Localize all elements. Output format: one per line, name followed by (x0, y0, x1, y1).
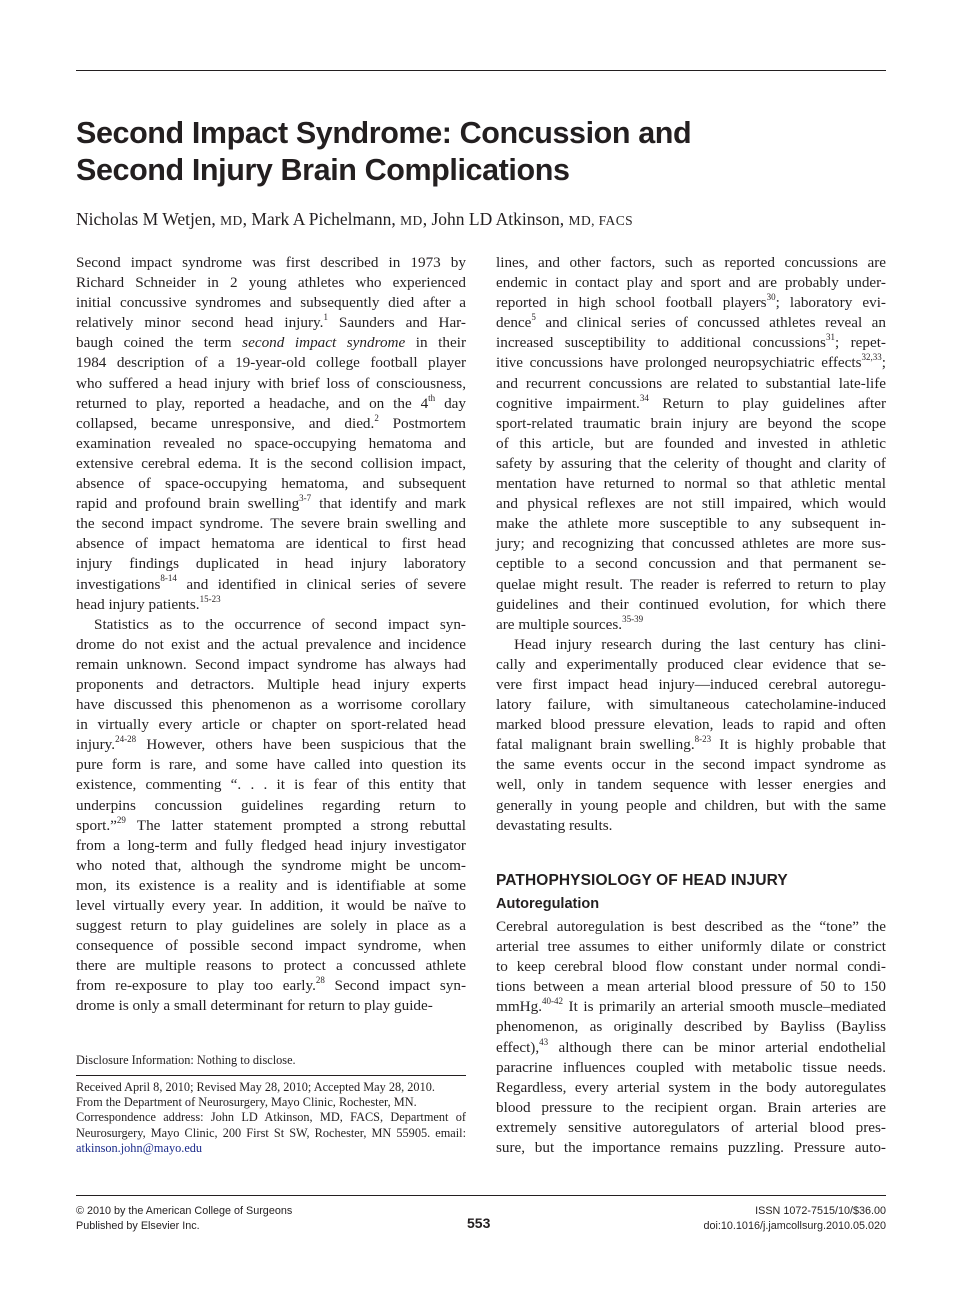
copyright-text: © 2010 by the American College of Surgeons (76, 1205, 293, 1217)
text-run: mmHg. (496, 998, 542, 1016)
text-line (76, 675, 466, 695)
text-run: Statistics as to the occurrence of second impact syn- (94, 615, 466, 633)
text-run: suggest return to play guidelines are solely in place as a (76, 917, 466, 935)
autoregulation-text (496, 917, 886, 1158)
text-run: sure, but the importance remains puzzling. Pressure auto- (496, 1139, 886, 1157)
text-line (496, 816, 886, 836)
text-run: extensive cerebral edema. It is the second collision impact, (76, 454, 466, 472)
subsection-heading: Autoregulation (496, 896, 600, 912)
text-run: Postmortem (378, 414, 466, 432)
text-run: generally in young people and children, but with the same (496, 796, 886, 814)
text-run: who suffered a head injury with brief loss of consciousness, (76, 374, 466, 392)
right-column-text (496, 253, 886, 836)
citation-superscript: 15-23 (199, 593, 221, 604)
text-run: sport.” (76, 816, 117, 834)
text-run: safety by assuring that the celerity of thought and clarity of (496, 454, 886, 472)
title-line-1: Second Impact Syndrome: Concussion and (76, 116, 692, 150)
text-line (496, 474, 886, 494)
citation-superscript: 35-39 (622, 613, 644, 624)
text-line (496, 937, 886, 957)
text-line (496, 695, 886, 715)
text-line (76, 353, 466, 373)
citation-superscript: 8-23 (694, 734, 712, 745)
citation-superscript: 28 (315, 975, 325, 986)
text-run: relatively minor second head injury. (76, 314, 324, 332)
text-run: endemic in contact play and sport and are probably under- (496, 274, 886, 292)
text-run: existence, commenting “. . . it is fear of this entity that (76, 776, 466, 794)
text-run: drome do not exist and the actual prevalence and incidence (76, 635, 466, 653)
text-run: ; repet- (834, 334, 886, 352)
text-run: Richard Schneider in 2 young athletes who experienced (76, 274, 466, 292)
left-column-text (76, 253, 466, 1017)
text-line (76, 293, 466, 313)
citation-superscript: 1 (323, 312, 328, 323)
footnote-affiliation: From the Department of Neurosurgery, Mayo Clinic, Rochester, MN. (76, 1095, 417, 1110)
text-line (496, 595, 886, 615)
text-run: devastating results. (496, 816, 613, 834)
text-line (76, 695, 466, 715)
citation-superscript: 2 (374, 412, 379, 423)
citation-superscript: 40-42 (542, 996, 563, 1007)
text-run: injury findings duplicated in head injury laboratory (76, 555, 466, 573)
text-line (76, 856, 466, 876)
text-line (496, 1038, 886, 1058)
text-run: Saunders and Har- (327, 314, 466, 332)
text-run: that identify and mark (311, 495, 466, 513)
author-degree: MD (220, 213, 243, 228)
text-run: mentation have returned to normal so that athletic mental (496, 475, 886, 493)
text-run: ; laboratory evi- (775, 294, 886, 312)
text-line (76, 494, 466, 514)
citation-superscript: 8-14 (160, 573, 177, 584)
text-line (76, 414, 466, 434)
text-line (496, 977, 886, 997)
text-run: fatal malignant brain swelling. (496, 736, 695, 754)
author-name: Nicholas M Wetjen, (76, 209, 216, 229)
text-line (496, 333, 886, 353)
text-line (496, 374, 886, 394)
citation-superscript: 24-28 (115, 734, 137, 745)
text-line (496, 635, 886, 655)
text-run: there are multiple reasons to protect a concussed athlete (76, 957, 466, 975)
text-line (496, 494, 886, 514)
text-run: However, others have been suspicious that the (136, 736, 466, 754)
text-run: absence of impact hematoma are identical to first head (76, 535, 466, 553)
top-rule (76, 70, 886, 71)
text-line (496, 675, 886, 695)
text-run: in their (405, 334, 467, 352)
text-line (496, 1078, 886, 1098)
text-run: to keep cerebral blood flow constant under normal condi- (496, 958, 886, 976)
text-line (76, 836, 466, 856)
text-line (496, 917, 886, 937)
text-run: cally and experimentally produced clear evidence that se- (496, 655, 886, 673)
text-run: increased susceptibility to additional concussions (496, 334, 826, 352)
text-line (496, 514, 886, 534)
text-run: It is highly probable that (711, 736, 886, 754)
text-run: well, only in tandem sequence with lesser energies and (496, 776, 886, 794)
text-run: dence (496, 314, 532, 332)
author-name: Mark A Pichelmann, (251, 209, 396, 229)
text-line (76, 474, 466, 494)
text-run: of this article, but are founded and invested in athletic (496, 434, 886, 452)
text-run: Cerebral autoregulation is best described as the “tone” the (496, 918, 886, 935)
text-line (76, 273, 466, 293)
text-line (496, 534, 886, 554)
text-line (76, 896, 466, 916)
text-run: in virtually every article or chapter on sport-related head (76, 716, 466, 734)
italic-term: second impact syndrome (242, 334, 406, 352)
text-line (76, 394, 466, 414)
text-run: and clinical series of concussed athletes reveal an (535, 314, 886, 332)
text-run: baugh coined the term (76, 334, 243, 352)
text-run: marked blood pressure elevation, leads to rapid and often (496, 716, 886, 734)
text-run: initial concussive syndromes and subsequently died after a (76, 294, 466, 312)
text-line (76, 333, 466, 353)
text-run: lines, and other factors, such as reported concussions are (496, 254, 886, 271)
text-run: from a long-term and fully fledged head injury investigator (76, 836, 466, 854)
text-line (496, 414, 886, 434)
page-number: 553 (467, 1215, 491, 1231)
text-run: blood pressure to the recipient organ. Brain arteries are (496, 1098, 886, 1116)
text-line (496, 313, 886, 333)
text-run: remain unknown. Second impact syndrome has always had (76, 655, 466, 673)
text-line (76, 374, 466, 394)
text-line (76, 775, 466, 795)
text-run: pure form is rare, and some have called into question its (76, 756, 466, 774)
correspondence-email-link[interactable]: atkinson.john@mayo.edu (76, 1140, 203, 1155)
text-run: It is primarily an arterial smooth muscle–mediated (563, 998, 886, 1016)
text-run: guidelines and their continued evolution, for which there (496, 595, 886, 613)
text-line (76, 595, 466, 615)
text-line (76, 575, 466, 595)
text-line (496, 1118, 886, 1138)
text-line (496, 273, 886, 293)
text-line (496, 253, 886, 273)
text-run: Regardless, every arterial system in the body autoregulates (496, 1078, 886, 1096)
text-run: effect), (496, 1038, 540, 1056)
title-line-2: Second Injury Brain Complications (76, 153, 570, 187)
text-run: quelae might result. The reader is referred to return to play (496, 575, 886, 593)
citation-superscript: 32,33 (861, 352, 882, 363)
text-line (496, 293, 886, 313)
text-line (496, 454, 886, 474)
text-run: day (435, 394, 466, 412)
footnote-received: Received April 8, 2010; Revised May 28, 2010; Accepted May 28, 2010. (76, 1080, 435, 1094)
text-run: tions between a mean arterial blood pressure of 50 to 150 (496, 978, 886, 996)
disclosure-statement: Disclosure Information: Nothing to disclose. (76, 1053, 296, 1067)
text-line (496, 1098, 886, 1118)
text-line (496, 796, 886, 816)
text-line (76, 735, 466, 755)
text-run: are multiple sources. (496, 615, 623, 633)
text-run: mon, its existence is a reality and is identifiable at some (76, 876, 466, 894)
doi-text: doi:10.1016/j.jamcollsurg.2010.05.020 (703, 1220, 886, 1232)
text-line (76, 715, 466, 735)
text-run: head injury patients. (76, 595, 200, 613)
text-run: the same events occur in the second impact syndrome as (496, 756, 886, 774)
text-line (76, 936, 466, 956)
text-line (496, 575, 886, 595)
text-line (76, 635, 466, 655)
citation-superscript: 3-7 (299, 493, 312, 504)
text-line (496, 655, 886, 675)
text-line (76, 876, 466, 896)
text-run: make the athlete more susceptible to any subsequent in- (496, 515, 886, 533)
citation-superscript: 31 (825, 332, 835, 343)
text-run: consequence of possible second impact syndrome, when (76, 937, 466, 955)
text-line (76, 514, 466, 534)
text-line (76, 313, 466, 333)
text-run: vere first impact head injury—induced cerebral autoregu- (496, 675, 886, 693)
footnote-address: Neurosurgery, Mayo Clinic, 200 First St SW, Rochester, MN 55905. email: (76, 1125, 466, 1140)
text-run: ceptible to a second concussion and that permanent se- (496, 555, 886, 573)
text-run: who noted that, although the syndrome might be uncom- (76, 856, 466, 874)
article-footnotes (76, 1080, 466, 1156)
text-run: returned to play, reported a headache, and on the 4 (76, 394, 429, 412)
text-line (496, 615, 886, 635)
text-run: level virtually every year. In addition, it would be naïve to (76, 897, 466, 914)
text-run: extremely sensitive autoregulators of arterial blood pres- (496, 1118, 886, 1136)
citation-superscript: th (428, 392, 436, 403)
section-heading: PATHOPHYSIOLOGY OF HEAD INJURY (496, 872, 788, 889)
text-run: cognitive impairment. (496, 394, 640, 412)
author-degree: MD, FACS (568, 213, 634, 228)
text-line (496, 394, 886, 414)
footer-rule (76, 1195, 886, 1196)
text-line (76, 615, 466, 635)
text-line (76, 956, 466, 976)
text-line (496, 1138, 886, 1158)
citation-superscript: 43 (539, 1036, 549, 1047)
footer-right (704, 1204, 886, 1234)
text-run: and physical reflexes are not still impaired, which would (496, 495, 886, 513)
citation-superscript: 34 (639, 392, 649, 403)
footer-left (76, 1204, 292, 1234)
text-line (76, 454, 466, 474)
text-run: paracrine influences coupled with metabolic tissue needs. (496, 1058, 886, 1076)
text-run: injury. (76, 736, 116, 754)
text-line (76, 434, 466, 454)
text-run: from re-exposure to play too early. (76, 977, 316, 995)
text-line (76, 796, 466, 816)
text-run: jury; and recognizing that concussed athletes are more sus- (496, 535, 886, 553)
text-run: Second impact syn- (324, 977, 466, 995)
text-line (496, 1017, 886, 1037)
text-line (76, 655, 466, 675)
text-line (76, 253, 466, 273)
text-line (496, 1058, 886, 1078)
publisher-text: Published by Elsevier Inc. (76, 1220, 200, 1232)
text-run: investigations (76, 575, 161, 593)
text-run: 1984 description of a 19-year-old college football player (76, 354, 466, 372)
text-run: underpins concussion guidelines regarding return to (76, 796, 466, 814)
text-line (496, 997, 886, 1017)
text-run: and identified in clinical series of severe (176, 575, 466, 593)
citation-superscript: 29 (116, 814, 126, 825)
footnote-correspondence: Correspondence address: John LD Atkinson, MD, FACS, Department of (76, 1110, 466, 1125)
footnote-rule (76, 1075, 466, 1076)
text-line (76, 916, 466, 936)
text-run: have discussed this phenomenon as a worrisome corollary (76, 696, 466, 714)
text-run: the second impact syndrome. The severe brain swelling and (76, 515, 466, 533)
text-run: Return to play guidelines after (648, 394, 887, 412)
text-line (76, 976, 466, 996)
text-run: Second impact syndrome was first described in 1973 by (76, 254, 466, 271)
text-run: absence of space-occupying hematoma, and subsequent (76, 475, 466, 493)
text-run: ; (881, 354, 886, 372)
citation-superscript: 30 (766, 292, 776, 303)
author-name: John LD Atkinson, (431, 209, 565, 229)
text-line (76, 996, 466, 1016)
article-title (76, 115, 836, 189)
text-run: reported in high school football players (496, 294, 767, 312)
text-line (76, 816, 466, 836)
text-line (76, 534, 466, 554)
text-line (496, 353, 886, 373)
text-run: and recurrent concussions are related to substantial late-life (496, 374, 886, 392)
text-line (496, 957, 886, 977)
text-run: collapsed, became unresponsive, and died. (76, 414, 375, 432)
text-run: rapid and profound brain swelling (76, 495, 300, 513)
text-line (496, 715, 886, 735)
text-run: arterial tree assumes to either uniformly dilate or constrict (496, 938, 886, 956)
text-run: Head injury research during the last century has clini- (514, 635, 886, 653)
issn-text: ISSN 1072-7515/10/$36.00 (755, 1205, 886, 1217)
text-line (496, 554, 886, 574)
citation-superscript: 5 (531, 312, 536, 323)
text-line (496, 775, 886, 795)
text-line (496, 735, 886, 755)
text-line (76, 554, 466, 574)
text-run: drome is only a small determinant for return to play guide- (76, 997, 433, 1015)
text-run: phenomenon, as originally described by Bayliss (Bayliss (496, 1018, 886, 1036)
text-run: examination revealed no space-occupying hematoma and (76, 434, 466, 452)
text-line (496, 755, 886, 775)
text-run: although there can be minor arterial endothelial (548, 1038, 886, 1056)
author-list: Nicholas M Wetjen, MD, Mark A Pichelmann, MD, John LD Atkinson, MD, FACS (76, 209, 634, 229)
text-run: itive concussions have prolonged neuropsychiatric effects (496, 354, 862, 372)
text-run: latory failure, with simultaneous catecholamine-induced (496, 696, 886, 714)
text-run: The latter statement prompted a strong rebuttal (125, 816, 466, 834)
author-degree: MD (400, 213, 423, 228)
text-run: sport-related traumatic brain injury are beyond the scope (496, 414, 886, 432)
text-line (496, 434, 886, 454)
text-line (76, 755, 466, 775)
text-run: proponents and detractors. Multiple head injury experts (76, 675, 466, 693)
